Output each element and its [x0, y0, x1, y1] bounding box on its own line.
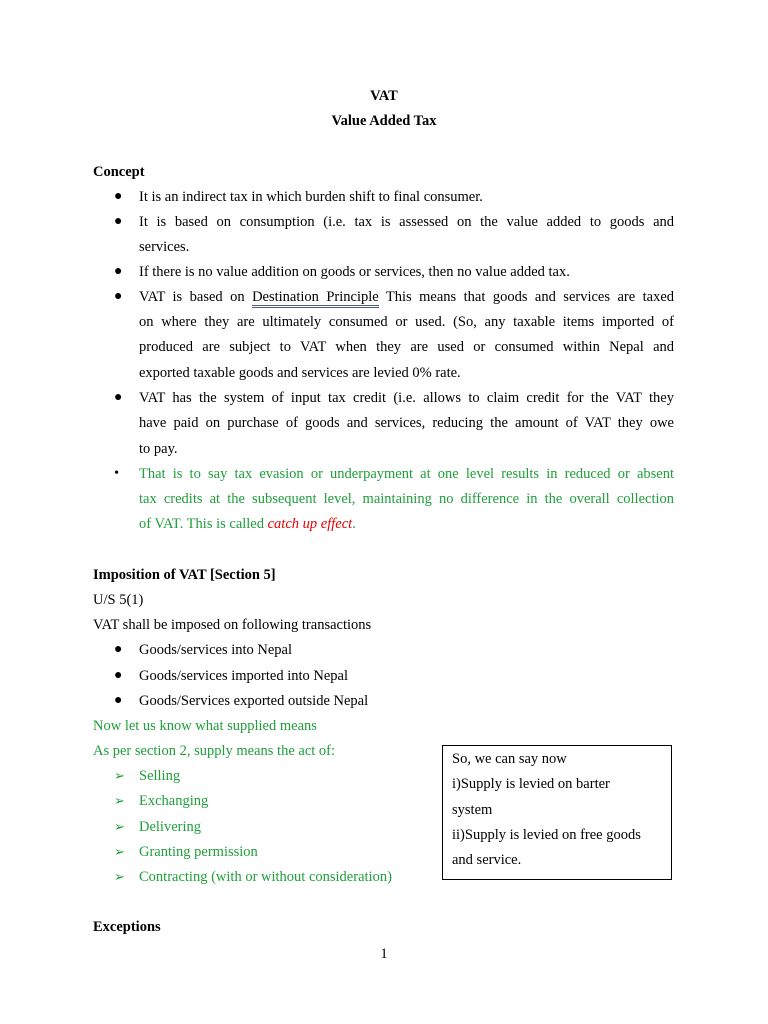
note-line: system — [452, 802, 493, 818]
concept-bullet-1: It is an indirect tax in which burden shift to final consumer. — [139, 189, 483, 205]
arrow-bullet-icon: ➢ — [114, 869, 125, 884]
concept-bullet-3: If there is no value addition on goods or services, then no value added tax. — [139, 264, 570, 280]
concept-bullet-4-line-1 — [139, 288, 674, 306]
concept-bullet-6-line-3 — [139, 515, 356, 533]
concept-heading: Concept — [93, 164, 145, 180]
imposition-intro: VAT shall be imposed on following transactions — [93, 617, 372, 633]
concept-bullet-6-line-1: That is to say tax evasion or underpayment at one level results in reduced or absent — [139, 466, 674, 482]
concept-bullet-6-line-2: tax credits at the subsequent level, maintaining no difference in the overall collection — [139, 491, 674, 507]
supply-item: Delivering — [139, 819, 202, 835]
page-subtitle: Value Added Tax — [331, 113, 437, 129]
supply-intro-line-1: Now let us know what supplied means — [93, 718, 317, 734]
bullet-icon: ● — [114, 214, 123, 229]
transaction-item: Goods/services into Nepal — [139, 642, 293, 658]
bullet-icon: ● — [114, 189, 123, 204]
arrow-bullet-icon: ➢ — [114, 819, 125, 834]
concept-bullet-4-line-2: on where they are ultimately consumed or used. (So, any taxable items imported of — [139, 314, 674, 330]
bullet-icon: • — [114, 466, 119, 481]
bullet-icon: ● — [114, 390, 123, 405]
supply-item: Exchanging — [139, 793, 209, 809]
concept-bullet-6-pre: of VAT. This is called — [139, 516, 264, 532]
note-line: ii)Supply is levied on free goods — [452, 827, 641, 843]
supply-intro-line-2: As per section 2, supply means the act of: — [93, 743, 336, 759]
concept-bullet-5-line-3: to pay. — [139, 441, 178, 457]
arrow-bullet-icon: ➢ — [114, 793, 125, 808]
supply-item: Selling — [139, 768, 181, 784]
concept-bullet-2-line-2: services. — [139, 239, 190, 255]
concept-bullet-4-line-3: produced are subject to VAT when they are used or consumed within Nepal and — [139, 339, 674, 355]
arrow-bullet-icon: ➢ — [114, 768, 125, 783]
concept-bullet-2-line-1: It is based on consumption (i.e. tax is assessed on the value added to goods and — [139, 214, 674, 230]
bullet-icon: ● — [114, 264, 123, 279]
bullet-icon: ● — [114, 289, 123, 304]
transaction-item: Goods/services imported into Nepal — [139, 668, 348, 684]
page-title: VAT — [370, 88, 398, 104]
imposition-heading: Imposition of VAT [Section 5] — [93, 567, 276, 583]
concept-bullet-5-line-2: have paid on purchase of goods and services, reducing the amount of VAT they owe — [139, 415, 674, 431]
catch-up-effect-term: catch up effect — [267, 516, 353, 532]
note-box — [442, 745, 672, 880]
transaction-item: Goods/Services exported outside Nepal — [139, 693, 369, 709]
concept-bullet-4-line-4: exported taxable goods and services are levied 0% rate. — [139, 365, 461, 381]
bullet-icon: ● — [114, 642, 123, 657]
note-line: i)Supply is levied on barter — [452, 776, 610, 792]
bullet-icon: ● — [114, 693, 123, 708]
supply-item: Granting permission — [139, 844, 258, 860]
destination-principle-term: Destination Principle — [252, 289, 379, 308]
section-reference: U/S 5(1) — [93, 592, 144, 608]
exceptions-heading: Exceptions — [93, 919, 161, 935]
concept-bullet-4-pre: VAT is based on — [139, 289, 245, 305]
bullet-icon: ● — [114, 668, 123, 683]
concept-bullet-5-line-1: VAT has the system of input tax credit (i.e. allows to claim credit for the VAT they — [139, 390, 674, 406]
arrow-bullet-icon: ➢ — [114, 844, 125, 859]
concept-bullet-4-post: This means that goods and services are taxed — [385, 289, 675, 305]
page-number: 1 — [380, 946, 388, 962]
note-line: and service. — [452, 852, 522, 868]
supply-item: Contracting (with or without consideration) — [139, 869, 392, 885]
concept-bullet-6-post: . — [352, 516, 356, 532]
note-line: So, we can say now — [452, 751, 567, 767]
